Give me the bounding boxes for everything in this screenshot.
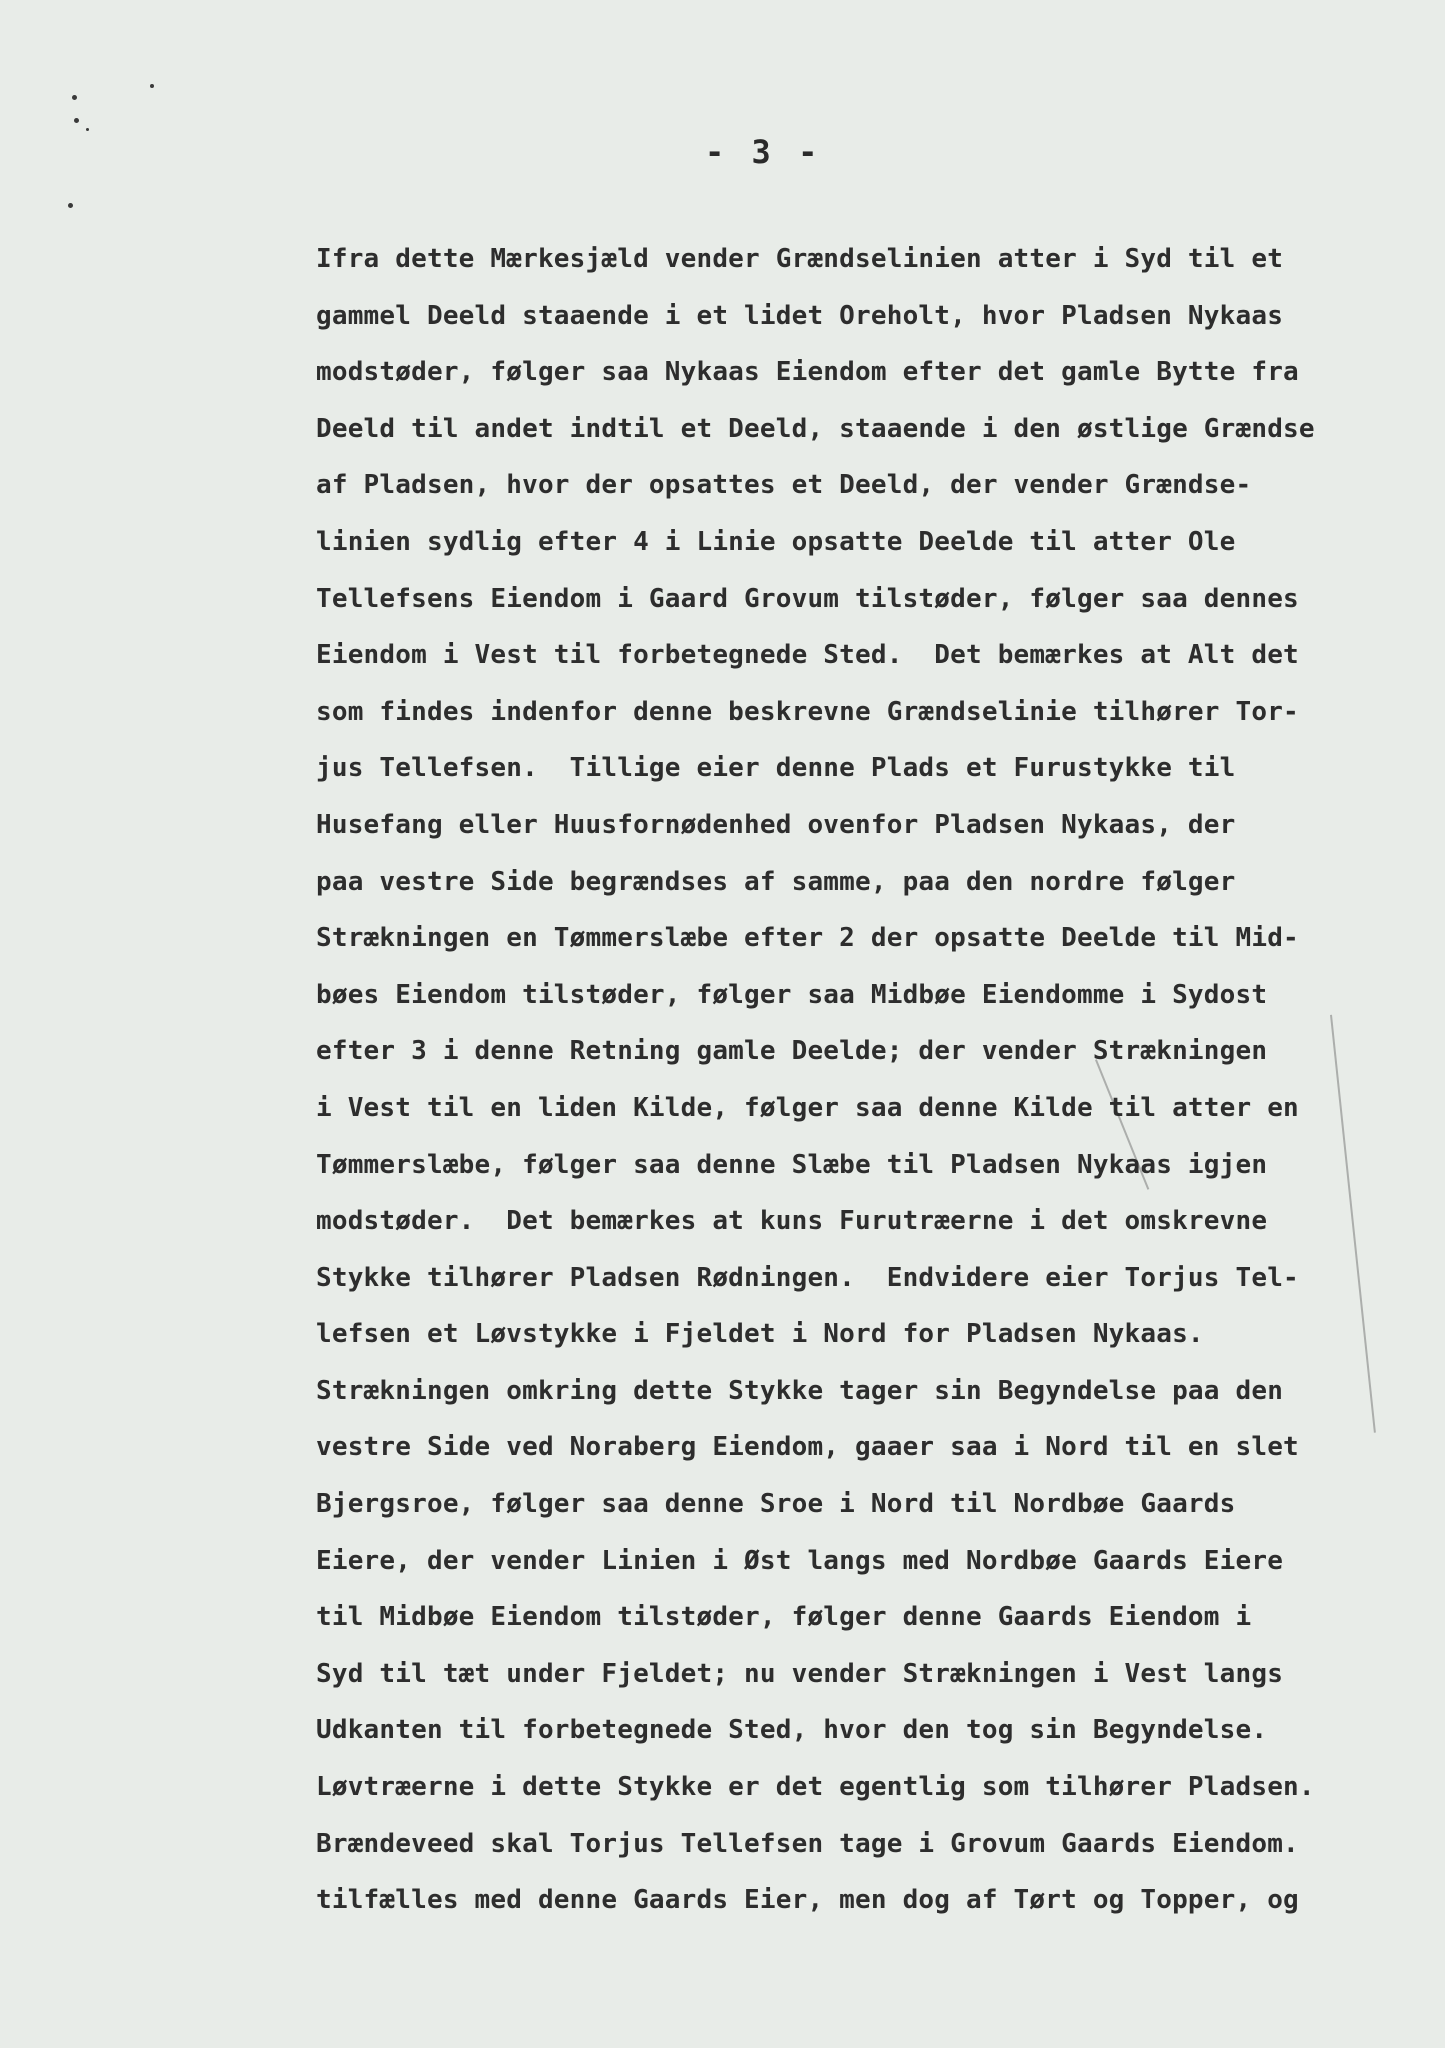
margin-speck bbox=[72, 95, 77, 100]
text-line: Brændeveed skal Torjus Tellefsen tage i Grovum Gaards Eiendom. bbox=[316, 1828, 1299, 1859]
text-line: Strækningen omkring dette Stykke tager sin Begyndelse paa den bbox=[316, 1375, 1284, 1406]
page-number: - 3 - bbox=[705, 133, 822, 171]
text-line: Husefang eller Huusfornødenhed ovenfor Pladsen Nykaas, der bbox=[316, 809, 1236, 840]
text-line: Udkanten til forbetegnede Sted, hvor den tog sin Begyndelse. bbox=[316, 1715, 1268, 1746]
text-line: Eiere, der vender Linien i Øst langs med Nordbøe Gaards Eiere bbox=[316, 1545, 1284, 1576]
text-line: Syd til tæt under Fjeldet; nu vender Strækningen i Vest langs bbox=[316, 1658, 1284, 1689]
text-line: lefsen et Løvstykke i Fjeldet i Nord for Pladsen Nykaas. bbox=[316, 1319, 1204, 1350]
text-line: modstøder, følger saa Nykaas Eiendom efter det gamle Bytte fra bbox=[316, 357, 1299, 388]
text-line: som findes indenfor denne beskrevne Grændselinie tilhører Tor- bbox=[316, 696, 1299, 727]
margin-speck bbox=[74, 118, 79, 123]
text-line: Stykke tilhører Pladsen Rødningen. Endvidere eier Torjus Tel- bbox=[316, 1262, 1299, 1293]
text-line: modstøder. Det bemærkes at kuns Furutræerne i det omskrevne bbox=[316, 1206, 1268, 1237]
text-line: i Vest til en liden Kilde, følger saa denne Kilde til atter en bbox=[316, 1092, 1299, 1123]
text-line: Bjergsroe, følger saa denne Sroe i Nord til Nordbøe Gaards bbox=[316, 1489, 1236, 1520]
text-line: gammel Deeld staaende i et lidet Oreholt, hvor Pladsen Nykaas bbox=[316, 300, 1284, 331]
margin-speck bbox=[86, 128, 89, 131]
margin-speck bbox=[150, 84, 154, 88]
text-line: Strækningen en Tømmerslæbe efter 2 der opsatte Deelde til Mid- bbox=[316, 923, 1299, 954]
text-line: af Pladsen, hvor der opsattes et Deeld, der vender Grændse- bbox=[316, 470, 1252, 501]
text-line: Eiendom i Vest til forbetegnede Sted. Det bemærkes at Alt det bbox=[316, 640, 1299, 671]
text-line: Tømmerslæbe, følger saa denne Slæbe til Pladsen Nykaas igjen bbox=[316, 1149, 1268, 1180]
text-line: Tellefsens Eiendom i Gaard Grovum tilstøder, følger saa dennes bbox=[316, 583, 1299, 614]
body-text bbox=[316, 240, 1426, 1938]
text-line: bøes Eiendom tilstøder, følger saa Midbøe Eiendomme i Sydost bbox=[316, 979, 1268, 1010]
margin-speck bbox=[68, 203, 73, 208]
text-line: jus Tellefsen. Tillige eier denne Plads et Furustykke til bbox=[316, 753, 1236, 784]
text-line: Deeld til andet indtil et Deeld, staaende i den østlige Grændse bbox=[316, 413, 1315, 444]
text-line: til Midbøe Eiendom tilstøder, følger denne Gaards Eiendom i bbox=[316, 1602, 1252, 1633]
text-line: tilfælles med denne Gaards Eier, men dog af Tørt og Topper, og bbox=[316, 1885, 1299, 1916]
text-line: efter 3 i denne Retning gamle Deelde; der vender Strækningen bbox=[316, 1036, 1268, 1067]
text-line: Løvtræerne i dette Stykke er det egentlig som tilhører Pladsen. bbox=[316, 1772, 1315, 1803]
text-line: vestre Side ved Noraberg Eiendom, gaaer saa i Nord til en slet bbox=[316, 1432, 1299, 1463]
text-line: paa vestre Side begrændses af samme, paa den nordre følger bbox=[316, 866, 1236, 897]
text-line: linien sydlig efter 4 i Linie opsatte Deelde til atter Ole bbox=[316, 526, 1236, 557]
text-line: Ifra dette Mærkesjæld vender Grændselinien atter i Syd til et bbox=[316, 244, 1284, 274]
